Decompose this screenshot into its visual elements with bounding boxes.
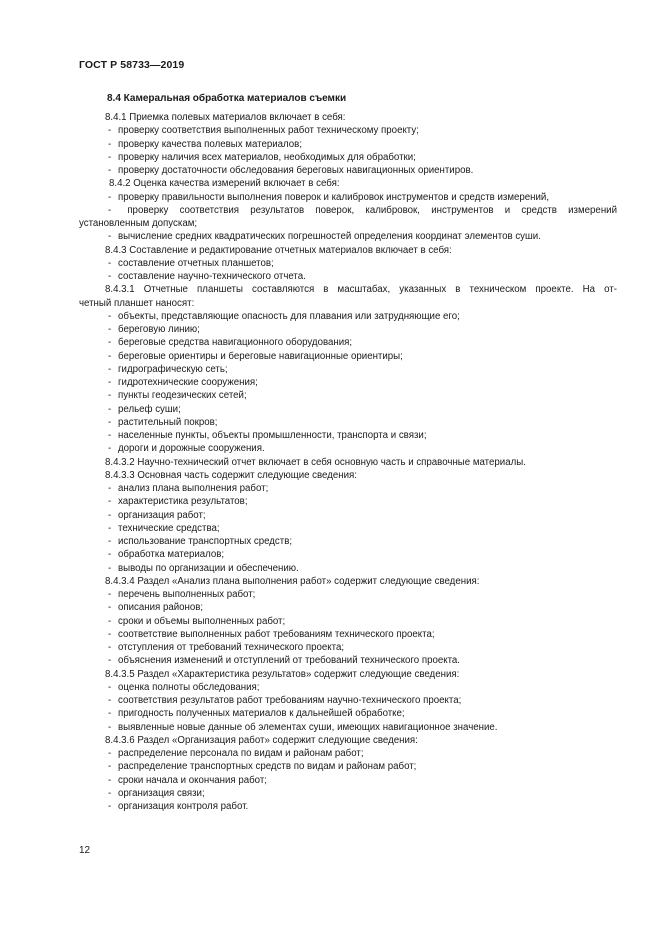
list-item-text: вычисление средних квадратических погрешностей определения координат элементов суши. xyxy=(118,231,541,243)
list-item xyxy=(79,403,617,416)
list-item xyxy=(79,747,617,760)
list-item-text: объяснения изменений и отступлений от требований технического проекта. xyxy=(118,655,461,667)
list-item xyxy=(79,774,617,787)
paragraph-line: 8.4.2 Оценка качества измерений включает в себя: xyxy=(109,178,340,190)
list-dash: - xyxy=(108,443,112,455)
list-dash: - xyxy=(108,377,112,388)
list-item xyxy=(79,416,617,429)
list-item: - проверку соответствия результатов поверок, калибровок, инструментов и средств измерений xyxy=(108,204,617,216)
list-dash: - xyxy=(108,642,112,653)
list-dash: - xyxy=(108,562,112,574)
list-dash: - xyxy=(108,416,112,428)
list-item-text: технические средства; xyxy=(118,522,220,534)
list-item-text: распределение транспортных средств по видам и районам работ; xyxy=(118,761,417,773)
list-item-text: отступления от требований технического проекта; xyxy=(118,642,345,653)
list-item xyxy=(79,628,617,641)
continuation-line: установленным допускам; xyxy=(79,218,198,229)
list-dash: - xyxy=(108,337,112,349)
list-item-text: распределение персонала по видам и районам работ; xyxy=(118,748,364,759)
list-dash: - xyxy=(108,257,112,269)
list-item-text: выявленные новые данные об элементах суши, имеющих навигационное значение. xyxy=(118,721,498,733)
list-item xyxy=(79,230,617,243)
list-dash: - xyxy=(108,151,112,163)
list-item-text: обработка материалов; xyxy=(118,549,225,561)
list-item-text: береговые средства навигационного оборудования; xyxy=(118,337,353,349)
list-dash: - xyxy=(108,310,112,322)
list-dash: - xyxy=(108,748,112,759)
list-dash: - xyxy=(108,509,112,521)
list-item xyxy=(79,562,617,575)
list-item-text: пункты геодезических сетей; xyxy=(118,390,247,402)
list-item xyxy=(79,522,617,535)
list-dash: - xyxy=(108,589,112,600)
list-item xyxy=(79,641,617,654)
list-item-text: оценка полноты обследования; xyxy=(118,681,260,693)
list-item xyxy=(79,164,617,177)
list-item-text: растительный покров; xyxy=(118,416,218,428)
list-dash: - xyxy=(108,165,112,176)
section-title: 8.4 Камеральная обработка материалов съемки xyxy=(107,93,347,104)
list-item-text: проверку соответствия выполненных работ техническому проекту; xyxy=(118,125,419,137)
list-item xyxy=(79,429,617,442)
list-item xyxy=(79,787,617,800)
list-dash: - xyxy=(108,363,112,375)
paragraph-line: 8.4.3.2 Научно-технический отчет включает в себя основную часть и справочные материалы. xyxy=(105,456,526,468)
list-item xyxy=(79,191,617,204)
list-item-text: составление научно-технического отчета. xyxy=(118,271,306,282)
list-dash: - xyxy=(108,549,112,561)
list-dash: - xyxy=(108,271,112,282)
list-dash: - xyxy=(108,787,112,799)
list-item-text: объекты, представляющие опасность для плавания или затрудняющие его; xyxy=(118,310,460,322)
paragraph-line: 8.4.3.4 Раздел «Анализ плана выполнения работ» содержит следующие сведения: xyxy=(105,575,480,587)
paragraph-line: 8.4.3.1 Отчетные планшеты составляются в масштабах, указанных в техническом проекте. На от- xyxy=(105,284,617,296)
list-dash: - xyxy=(108,801,112,812)
list-item-text: составление отчетных планшетов; xyxy=(118,257,274,269)
paragraph-line: 8.4.3.6 Раздел «Организация работ» содержит следующие сведения: xyxy=(105,734,418,746)
list-item xyxy=(79,376,617,389)
list-item xyxy=(79,389,617,402)
list-item-text: гидротехнические сооружения; xyxy=(118,377,258,388)
list-dash: - xyxy=(108,231,112,243)
list-item xyxy=(79,363,617,376)
list-item xyxy=(79,124,617,137)
list-item xyxy=(79,721,617,734)
paragraph-line: 8.4.3.5 Раздел «Характеристика результатов» содержит следующие сведения: xyxy=(105,668,460,680)
list-dash: - xyxy=(108,191,112,203)
page-number: 12 xyxy=(79,845,91,856)
list-item xyxy=(79,800,617,813)
list-item-text: использование транспортных средств; xyxy=(118,536,293,547)
list-dash: - xyxy=(108,695,112,706)
list-item-text: организация работ; xyxy=(118,509,206,521)
list-dash: - xyxy=(108,602,112,614)
list-item-text: анализ плана выполнения работ; xyxy=(118,483,269,494)
list-item xyxy=(79,654,617,667)
list-item-text: населенные пункты, объекты промышленности, транспорта и связи; xyxy=(118,430,427,441)
continuation-line: четный планшет наносят: xyxy=(79,297,195,309)
list-item xyxy=(79,442,617,455)
list-dash: - xyxy=(108,390,112,402)
list-item xyxy=(79,760,617,773)
list-item xyxy=(79,601,617,614)
list-item-text: соответствие выполненных работ требованиям технического проекта; xyxy=(118,628,435,640)
document-body xyxy=(79,111,617,813)
list-dash: - xyxy=(108,655,112,667)
list-item-text: выводы по организации и обеспечению. xyxy=(118,562,299,574)
list-item-text: сроки и объемы выполненных работ; xyxy=(118,615,286,627)
list-item-text: характеристика результатов; xyxy=(118,496,248,508)
list-item-text: соответствия результатов работ требованиям научно-технического проекта; xyxy=(118,695,462,706)
list-item-text: проверку наличия всех материалов, необходимых для обработки; xyxy=(118,151,416,163)
paragraph-line: 8.4.3.3 Основная часть содержит следующие сведения: xyxy=(105,469,357,481)
list-item xyxy=(79,323,617,336)
list-item-text: проверку достаточности обследования береговых навигационных ориентиров. xyxy=(118,165,474,176)
list-item-text: описания районов; xyxy=(118,602,204,614)
list-item xyxy=(79,310,617,323)
list-item xyxy=(79,588,617,601)
list-dash: - xyxy=(108,721,112,733)
list-dash: - xyxy=(108,522,112,534)
list-item xyxy=(79,257,617,270)
list-dash: - xyxy=(108,350,112,362)
list-item-text: организация контроля работ. xyxy=(118,801,249,812)
list-item-text: проверку правильности выполнения поверок и калибровок инструментов и средств измерений, xyxy=(118,191,550,203)
list-item xyxy=(79,548,617,561)
list-item xyxy=(79,681,617,694)
list-item xyxy=(79,336,617,349)
list-dash: - xyxy=(108,125,112,137)
paragraph-line: 8.4.1 Приемка полевых материалов включает в себя: xyxy=(105,112,346,123)
list-item xyxy=(79,482,617,495)
list-item xyxy=(79,509,617,522)
list-item-text: рельеф суши; xyxy=(118,403,181,415)
list-item xyxy=(79,495,617,508)
list-dash: - xyxy=(108,774,112,786)
list-item-text: перечень выполненных работ; xyxy=(118,589,256,600)
paragraph-line: 8.4.3 Составление и редактирование отчетных материалов включает в себя: xyxy=(105,244,452,256)
list-item-text: организация связи; xyxy=(118,787,205,799)
list-dash: - xyxy=(108,483,112,494)
document-header: ГОСТ Р 58733—2019 xyxy=(79,59,185,71)
list-item xyxy=(79,138,617,151)
list-dash: - xyxy=(108,324,112,335)
list-item-text: сроки начала и окончания работ; xyxy=(118,774,267,786)
list-item-text: береговые ориентиры и береговые навигационные ориентиры; xyxy=(118,350,403,362)
list-dash: - xyxy=(108,403,112,415)
list-dash: - xyxy=(108,536,112,547)
list-dash: - xyxy=(108,615,112,627)
list-dash: - xyxy=(108,681,112,693)
list-item-text: береговую линию; xyxy=(118,324,200,335)
list-item xyxy=(79,615,617,628)
list-item-text: проверку качества полевых материалов; xyxy=(118,138,303,150)
list-item xyxy=(79,350,617,363)
list-dash: - xyxy=(108,761,112,773)
list-dash: - xyxy=(108,138,112,150)
list-item-text: пригодность полученных материалов к дальнейшей обработке; xyxy=(118,708,405,720)
list-item xyxy=(79,707,617,720)
list-dash: - xyxy=(108,708,112,720)
list-dash: - xyxy=(108,430,112,441)
list-item xyxy=(79,151,617,164)
list-dash: - xyxy=(108,496,112,508)
list-item xyxy=(79,535,617,548)
list-item xyxy=(79,270,617,283)
list-item-text: гидрографическую сеть; xyxy=(118,363,228,375)
list-dash: - xyxy=(108,628,112,640)
list-item-text: дороги и дорожные сооружения. xyxy=(118,443,265,455)
list-item xyxy=(79,694,617,707)
